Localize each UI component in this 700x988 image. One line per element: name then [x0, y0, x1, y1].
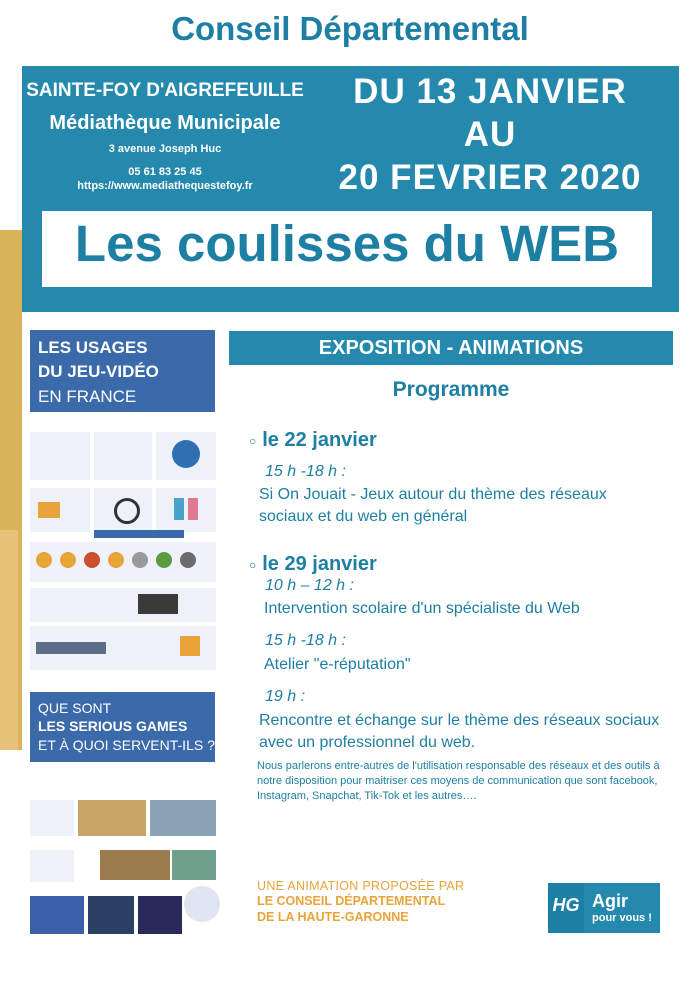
poster-heading-line: DU JEU-VIDÉO	[38, 362, 159, 381]
genre-icon	[60, 552, 76, 568]
play-location-row	[30, 588, 216, 622]
genre-icon	[84, 552, 100, 568]
hg-logo-text: HG	[552, 895, 580, 915]
slot-desc: Si On Jouait - Jeux autour du thème des réseaux sociaux et du web en général	[259, 486, 607, 525]
genre-icon	[132, 552, 148, 568]
haute-garonne-logo	[548, 883, 584, 933]
date-until: 20 FEVRIER 2020	[338, 158, 642, 197]
expo-label: EXPOSITION - ANIMATIONS	[318, 337, 584, 359]
animation-line-1: UNE ANIMATION PROPOSÉE PAR	[257, 879, 465, 893]
poster-heading-line: LES USAGES	[38, 338, 148, 357]
infographic-cell	[30, 432, 90, 480]
note-paragraph: Nous parlerons entre-autres de l'utilisation responsable des réseaux et des outils à notre disposition pour maitriser ces moyens de communication que sont facebook, Instagram, Snapchat, Tik-Tok et les autres….	[257, 760, 660, 802]
date-to: AU	[463, 115, 517, 154]
library-city: SAINTE-FOY D'AIGREFEUILLE	[26, 80, 304, 101]
poster-heading-line: ET À QUOI SERVENT-ILS ?	[38, 737, 215, 753]
agir-logo-text: Agir	[592, 891, 628, 911]
program-date-2: ○ le 29 janvier	[249, 553, 377, 575]
genre-icon	[156, 552, 172, 568]
slot-time: 15 h -18 h :	[265, 632, 346, 649]
decorative-strip-lower	[0, 530, 18, 750]
slot-time: 15 h -18 h :	[265, 463, 346, 480]
poster-heading-line: LES SERIOUS GAMES	[38, 718, 188, 734]
infographic-cell	[94, 432, 152, 480]
players-row	[30, 626, 216, 670]
console-icon	[138, 594, 178, 614]
programme-heading: Programme	[392, 378, 510, 401]
donut-chart-icon	[172, 440, 200, 468]
clock-icon	[114, 498, 140, 524]
program-date-1: ○ le 22 janvier	[249, 429, 377, 451]
female-figure-icon	[188, 498, 198, 520]
library-name: Médiathèque Municipale	[49, 112, 281, 134]
genre-icon	[180, 552, 196, 568]
brain-icon	[30, 850, 74, 882]
poster-heading-line: QUE SONT	[38, 700, 112, 716]
gamepad-badge-icon	[184, 886, 220, 922]
screenshot-thumbnail	[30, 896, 84, 934]
infographic-cell	[94, 488, 152, 532]
screenshot-thumbnail	[172, 850, 216, 880]
infographic-cell	[156, 432, 216, 480]
infographic-cell	[30, 488, 90, 532]
circle-bullet-icon: ○	[249, 557, 257, 572]
library-address: 3 avenue Joseph Huc	[108, 143, 222, 155]
genre-icons-row	[30, 542, 216, 582]
page-title: Conseil Départemental	[171, 10, 529, 47]
screenshot-thumbnail	[88, 896, 134, 934]
library-website[interactable]: https://www.mediathequestefoy.fr	[77, 180, 253, 192]
screenshot-thumbnail	[150, 800, 216, 836]
male-figure-icon	[174, 498, 184, 520]
poster-heading-line: EN FRANCE	[38, 387, 137, 406]
agir-logo-subtext: pour vous !	[592, 912, 652, 924]
main-title: Les coulisses du WEB	[74, 215, 620, 272]
star-icon	[180, 636, 200, 656]
screenshot-thumbnail	[138, 896, 182, 934]
megaphone-icon	[30, 800, 74, 836]
slot-desc: Atelier "e-réputation"	[264, 656, 411, 673]
controllers-icon	[36, 642, 106, 654]
library-phone: 05 61 83 25 45	[128, 166, 202, 178]
animation-line-2: LE CONSEIL DÉPARTEMENTAL	[257, 894, 446, 908]
genre-icon	[36, 552, 52, 568]
genre-icon	[108, 552, 124, 568]
screenshot-thumbnail	[100, 850, 170, 880]
slot-desc: Intervention scolaire d'un spécialiste du Web	[264, 600, 580, 617]
animation-line-3: DE LA HAUTE-GARONNE	[257, 910, 409, 924]
slot-time: 10 h – 12 h :	[265, 577, 354, 594]
credit-card-icon	[38, 502, 60, 518]
slot-time: 19 h :	[265, 688, 306, 705]
screenshot-thumbnail	[78, 800, 146, 836]
date-from: DU 13 JANVIER	[353, 72, 627, 111]
circle-bullet-icon: ○	[249, 433, 257, 448]
age-band-bar	[94, 530, 184, 538]
slot-desc: Rencontre et échange sur le thème des réseaux sociaux avec un professionnel du web.	[259, 712, 660, 751]
agir-logo	[584, 883, 660, 933]
infographic-cell	[156, 488, 216, 532]
